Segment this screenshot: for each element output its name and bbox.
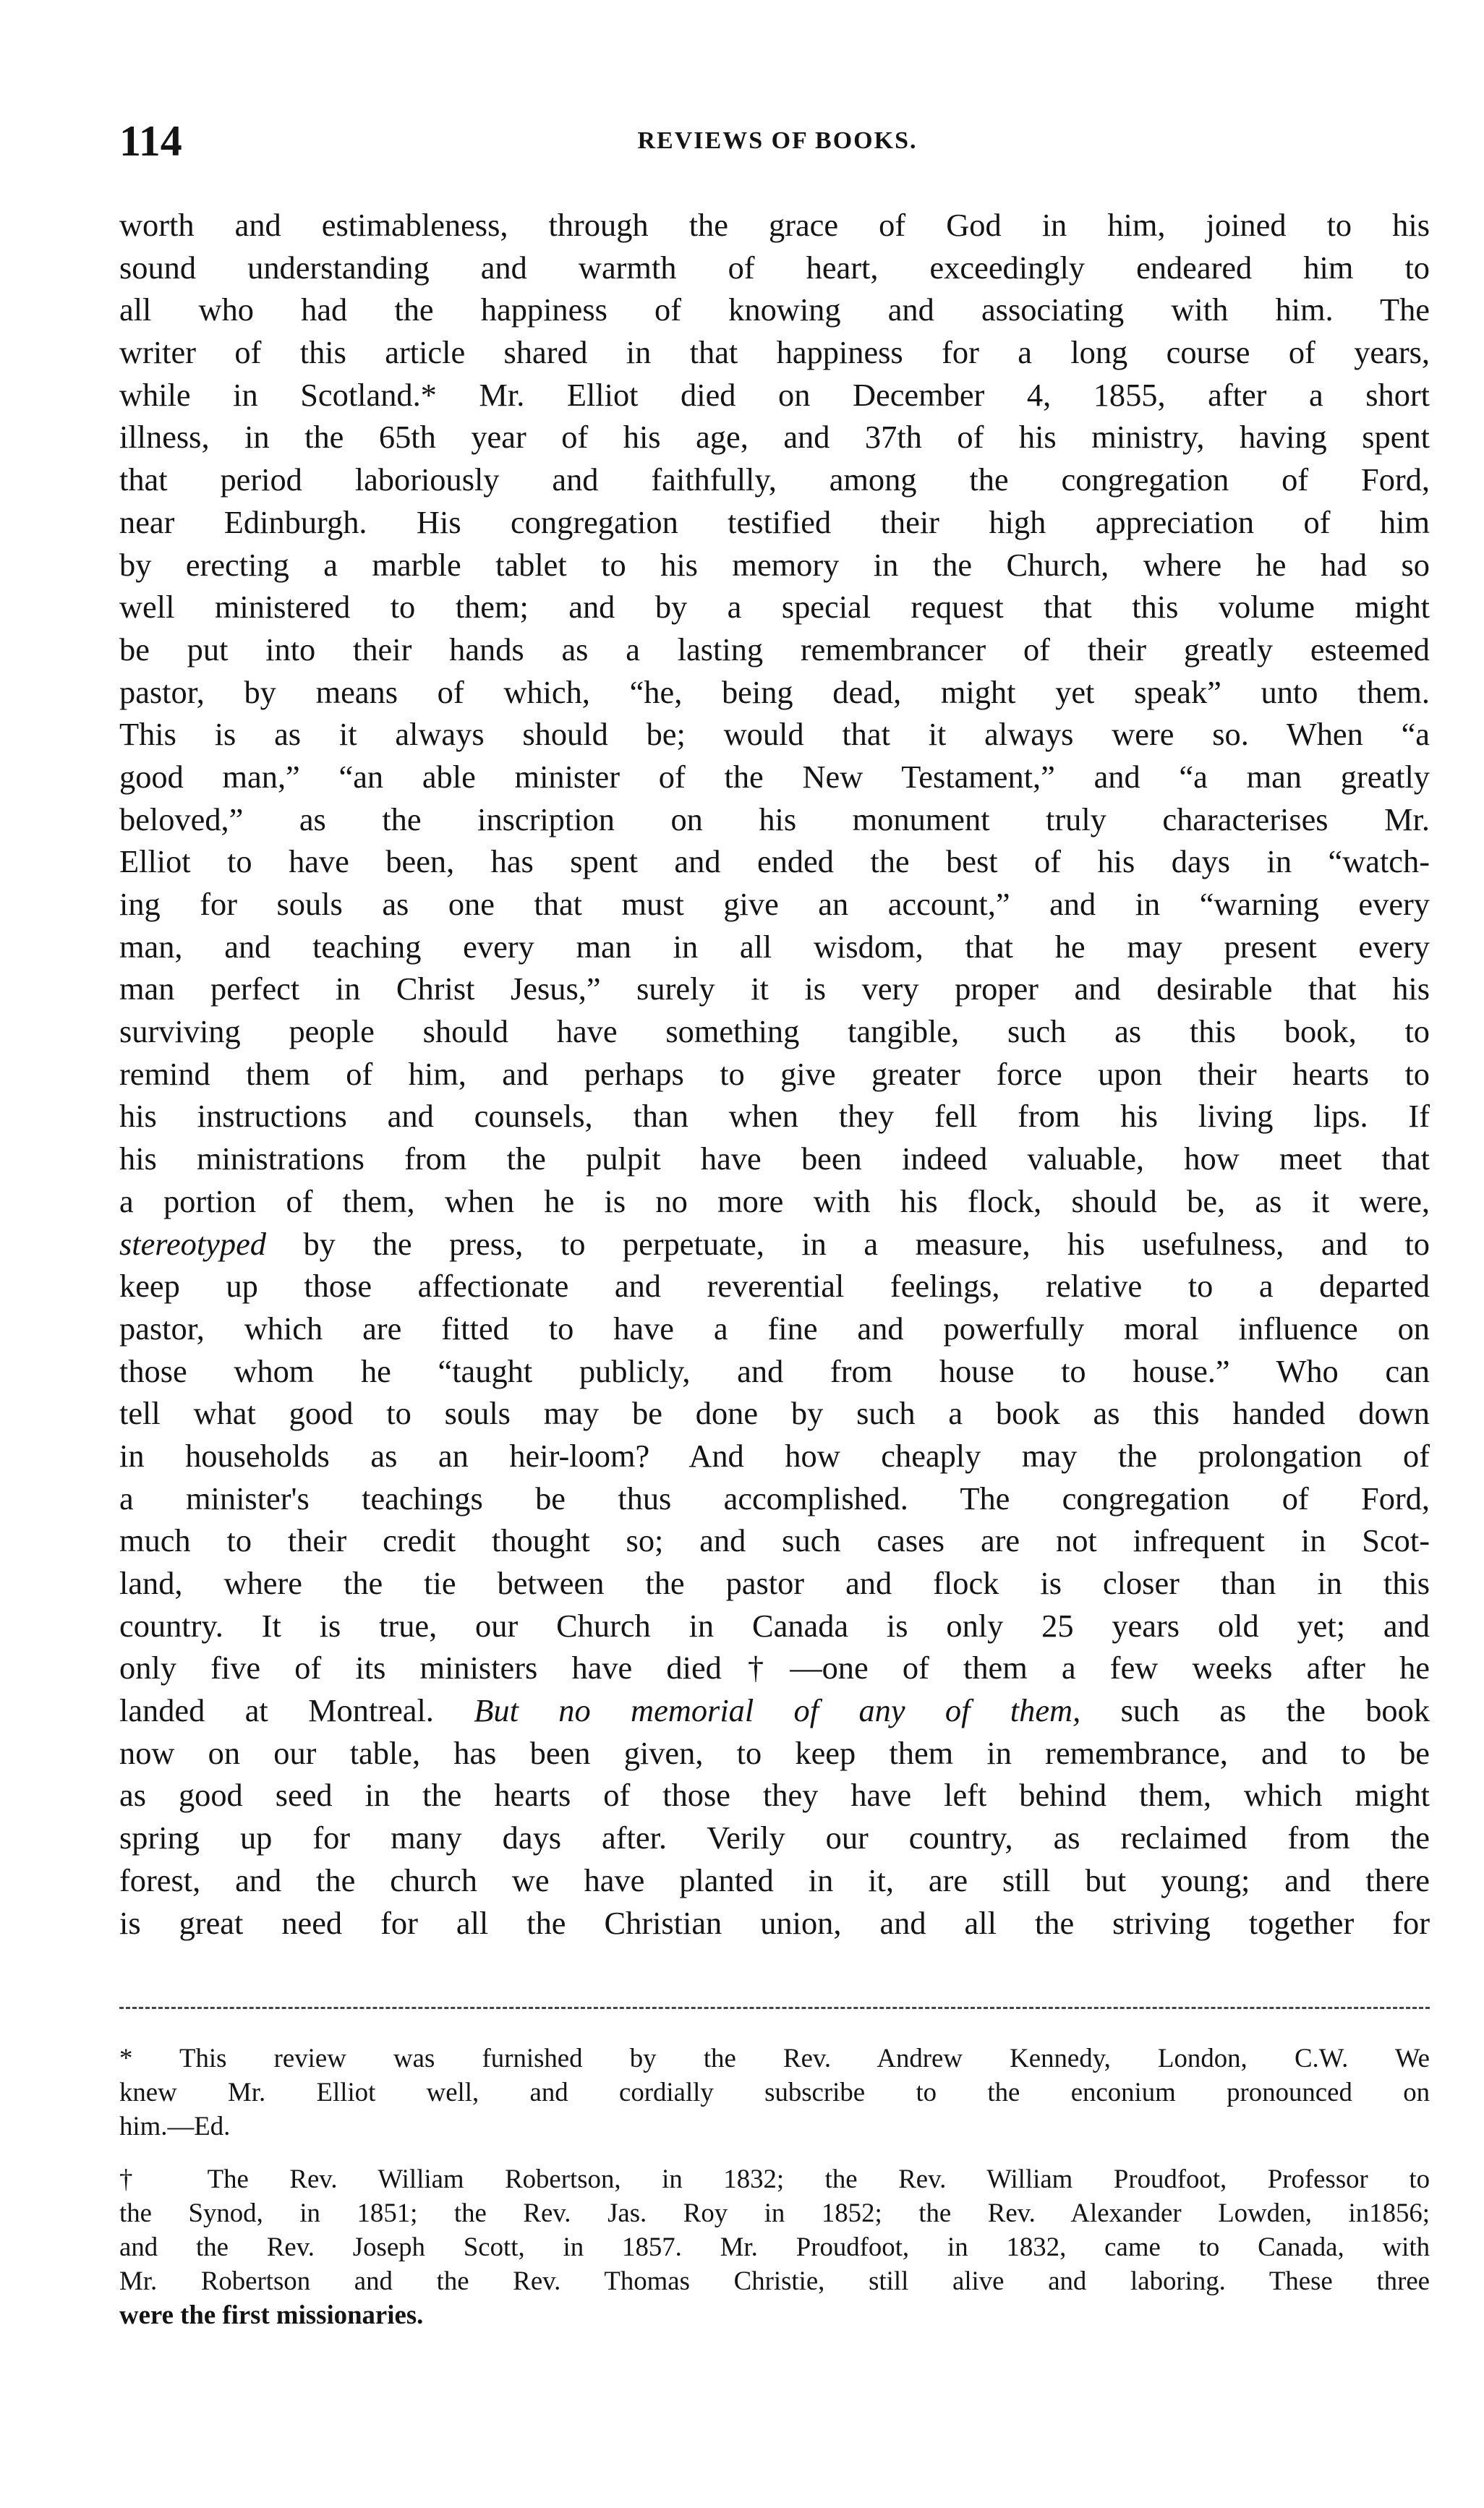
text-line: remind them of him, and perhaps to give greater force upon their hearts to — [119, 1055, 1430, 1092]
footnote-line: * This review was furnished by the Rev. Andrew Kennedy, London, C.W. We — [119, 2043, 1430, 2073]
text-line: is great need for all the Christian union, and all the striving together for — [119, 1904, 1430, 1941]
text-line: well ministered to them; and by a special request that this volume might — [119, 589, 1430, 626]
line-rest: such as the book — [1080, 1692, 1430, 1729]
text-line: those whom he “taught publicly, and from house to house.” Who can — [119, 1352, 1430, 1389]
text-line: much to their credit thought so; and such cases are not infrequent in Scot- — [119, 1522, 1430, 1559]
text-line: his instructions and counsels, than when they fell from his living lips. If — [119, 1098, 1430, 1135]
text-line: pastor, by means of which, “he, being dead, might yet speak” unto them. — [119, 673, 1430, 710]
text-line: This is as it always should be; would that it always were so. When “a — [119, 716, 1430, 753]
text-line: now on our table, has been given, to keep them in remembrance, and to be — [119, 1734, 1430, 1771]
text-line: spring up for many days after. Verily our country, as reclaimed from the — [119, 1820, 1430, 1856]
text-line: forest, and the church we have planted in it, are still but young; and there — [119, 1861, 1430, 1898]
text-line: near Edinburgh. His congregation testified their high appreciation of him — [119, 503, 1430, 540]
footnote-line: him.—Ed. — [119, 2111, 231, 2141]
running-head: REVIEWS OF BOOKS. — [637, 127, 918, 154]
footnote-line: Mr. Robertson and the Rev. Thomas Christie, still alive and laboring. These three — [119, 2266, 1430, 2295]
text-line: writer of this article shared in that happiness for a long course of years, — [119, 334, 1430, 371]
text-line: keep up those affectionate and reverential feelings, relative to a departed — [119, 1268, 1430, 1305]
footnote-line: knew Mr. Elliot well, and cordially subscribe to the enconium pronounced on — [119, 2077, 1430, 2107]
text-line: as good seed in the hearts of those they have left behind them, which might — [119, 1777, 1430, 1814]
text-line: while in Scotland.* Mr. Elliot died on December 4, 1855, after a short — [119, 376, 1430, 413]
text-line: country. It is true, our Church in Canada is only 25 years old yet; and — [119, 1607, 1430, 1644]
text-line: a minister's teachings be thus accomplished. The congregation of Ford, — [119, 1480, 1430, 1517]
page-header — [119, 108, 1436, 174]
text-line-stereotyped — [119, 1223, 1430, 1266]
text-line: tell what good to souls may be done by such a book as this handed down — [119, 1395, 1430, 1432]
line-start: landed at Montreal. — [119, 1692, 474, 1729]
text-line: good man,” “an able minister of the New Testament,” and “a man greatly — [119, 758, 1430, 795]
footnote-line: the Synod, in 1851; the Rev. Jas. Roy in 1852; the Rev. Alexander Lowden, in1856; — [119, 2198, 1430, 2227]
italic-stereotyped: stereotyped — [119, 1225, 266, 1262]
text-line: ing for souls as one that must give an account,” and in “warning every — [119, 886, 1430, 922]
text-line: sound understanding and warmth of heart, exceedingly endeared him to — [119, 249, 1430, 286]
text-line: Elliot to have been, has spent and ended the best of his days in “watch- — [119, 843, 1430, 880]
text-line: only five of its ministers have died†—one of them a few weeks after he — [119, 1650, 1430, 1686]
text-line: illness, in the 65th year of his age, and 37th of his ministry, having spent — [119, 419, 1430, 456]
text-line: in households as an heir-loom? And how cheaply may the prolongation of — [119, 1437, 1430, 1474]
footnote-review-credit — [119, 2041, 1430, 2143]
text-line: his ministrations from the pulpit have been indeed valuable, how meet that — [119, 1140, 1430, 1177]
text-line: a portion of them, when he is no more with his flock, should be, as it were, — [119, 1182, 1430, 1219]
body-text — [119, 204, 1430, 1944]
text-line: worth and estimableness, through the grace of God in him, joined to his — [119, 207, 1430, 243]
page-number: 114 — [119, 117, 182, 165]
footnote-divider — [119, 2007, 1430, 2009]
text-line: be put into their hands as a lasting remembrancer of their greatly esteemed — [119, 631, 1430, 667]
text-line: man perfect in Christ Jesus,” surely it is very proper and desirable that his — [119, 971, 1430, 1007]
footnote-spacer — [119, 2143, 1430, 2162]
footnotes — [119, 2041, 1430, 2332]
text-line: beloved,” as the inscription on his monument truly characterises Mr. — [119, 801, 1430, 837]
text-line: all who had the happiness of knowing and associating with him. The — [119, 291, 1430, 328]
text-line: pastor, which are fitted to have a fine and powerfully moral influence on — [119, 1310, 1430, 1347]
footnote-line: were the first missionaries. — [119, 2300, 424, 2329]
footnote-line: and the Rev. Joseph Scott, in 1857. Mr. Proudfoot, in 1832, came to Canada, with — [119, 2232, 1430, 2261]
footnote-ministers — [119, 2162, 1430, 2332]
footnote-line: † The Rev. William Robertson, in 1832; the Rev. William Proudfoot, Professor to — [119, 2164, 1430, 2193]
text-line: man, and teaching every man in all wisdom, that he may present every — [119, 928, 1430, 965]
italic-no-memorial: But no memorial of any of them, — [474, 1692, 1081, 1729]
text-line-memorial — [119, 1689, 1430, 1732]
text-line: surviving people should have something tangible, such as this book, to — [119, 1013, 1430, 1050]
line-rest: by the press, to perpetuate, in a measure, his usefulness, and to — [265, 1225, 1430, 1262]
text-line: that period laboriously and faithfully, among the congregation of Ford, — [119, 461, 1430, 498]
text-line: land, where the tie between the pastor and flock is closer than in this — [119, 1565, 1430, 1601]
text-line: by erecting a marble tablet to his memory in the Church, where he had so — [119, 546, 1430, 583]
